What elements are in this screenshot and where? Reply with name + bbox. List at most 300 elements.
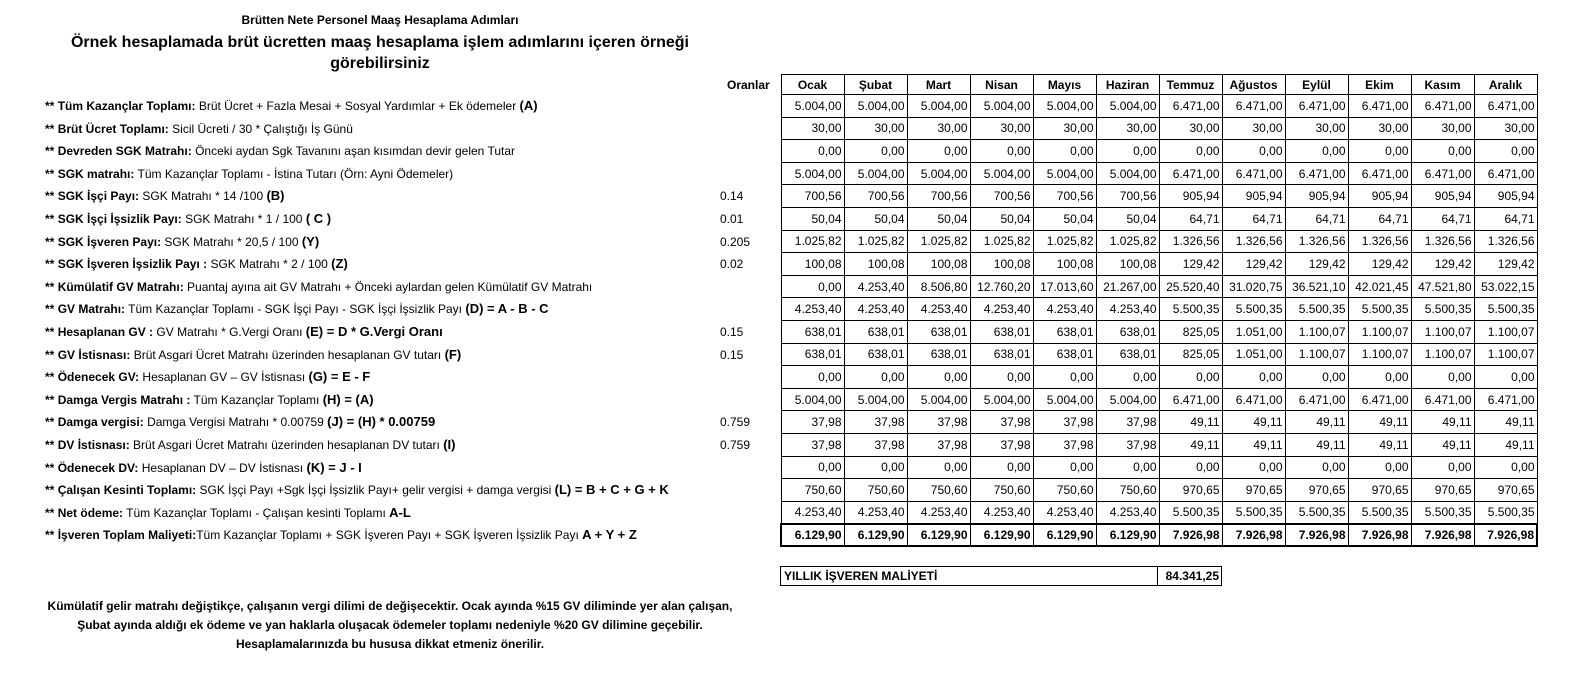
row-label: [45, 140, 715, 162]
table-cell: 970,65: [1159, 479, 1222, 502]
row-formula: (L) = B + C + G + K: [554, 482, 669, 498]
row-label: [45, 118, 715, 140]
annual-employer-cost-value: 84.341,25: [1157, 567, 1222, 585]
table-cell: 4.253,40: [907, 501, 970, 524]
table-cell: 638,01: [844, 320, 907, 343]
table-cell: 36.521,10: [1285, 275, 1348, 298]
table-cell: 5.004,00: [970, 162, 1033, 185]
row-rate: 0.759: [720, 438, 751, 452]
table-cell: 100,08: [1033, 253, 1096, 276]
table-cell: 6.471,00: [1159, 388, 1222, 411]
table-cell: 0,00: [1474, 366, 1537, 389]
row-formula: (Y): [301, 233, 320, 249]
table-cell: 4.253,40: [781, 298, 844, 321]
table-cell: 638,01: [1033, 343, 1096, 366]
table-cell: 1.326,56: [1159, 230, 1222, 253]
row-label: [45, 434, 715, 456]
table-cell: 1.326,56: [1474, 230, 1537, 253]
table-cell: 638,01: [907, 320, 970, 343]
month-header: Aralık: [1474, 75, 1537, 95]
row-prefix: **: [45, 257, 58, 272]
table-cell: 5.004,00: [1096, 388, 1159, 411]
table-cell: 0,00: [1159, 366, 1222, 389]
table-cell: 50,04: [844, 207, 907, 230]
table-cell: 37,98: [1096, 433, 1159, 456]
table-cell: 5.004,00: [781, 95, 844, 118]
table-cell: 5.500,35: [1285, 501, 1348, 524]
row-label: [45, 502, 715, 524]
table-cell: 905,94: [1348, 185, 1411, 208]
table-cell: 970,65: [1474, 479, 1537, 502]
table-cell: 0,00: [1348, 456, 1411, 479]
table-cell: 0,00: [1222, 366, 1285, 389]
row-desc: Damga Vergisi Matrahı * 0.00759: [143, 415, 328, 430]
row-prefix: **: [45, 144, 58, 159]
table-cell: 49,11: [1411, 433, 1474, 456]
table-cell: 129,42: [1411, 253, 1474, 276]
table-cell: 7.926,98: [1411, 524, 1474, 547]
row-desc: SGK Matrahı * 2 / 100: [207, 257, 332, 272]
row-label: [45, 276, 715, 298]
row-desc: Hesaplanan DV – DV İstisnası: [138, 460, 307, 475]
table-cell: 1.025,82: [781, 230, 844, 253]
table-cell: 50,04: [907, 207, 970, 230]
table-cell: 37,98: [970, 411, 1033, 434]
row-rate: [720, 118, 770, 140]
table-cell: 638,01: [970, 343, 1033, 366]
table-cell: 42.021,45: [1348, 275, 1411, 298]
month-header: Mayıs: [1033, 75, 1096, 95]
table-cell: 4.253,40: [844, 298, 907, 321]
table-cell: 6.129,90: [970, 524, 1033, 547]
table-cell: 37,98: [781, 411, 844, 434]
row-label: [45, 163, 715, 185]
table-row: [781, 207, 1537, 230]
table-cell: 4.253,40: [907, 298, 970, 321]
table-row: [781, 501, 1537, 524]
table-cell: 0,00: [781, 275, 844, 298]
table-row: [781, 433, 1537, 456]
table-row: [781, 343, 1537, 366]
table-cell: 30,00: [1285, 117, 1348, 140]
table-row: [781, 366, 1537, 389]
table-cell: 0,00: [1411, 366, 1474, 389]
table-cell: 1.025,82: [1096, 230, 1159, 253]
row-prefix: **: [45, 99, 58, 113]
row-term: Net ödeme:: [57, 505, 124, 520]
table-cell: 700,56: [1096, 185, 1159, 208]
table-cell: 6.471,00: [1159, 162, 1222, 185]
table-cell: 5.500,35: [1159, 501, 1222, 524]
row-desc: Tüm Kazançlar Toplamı - Çalışan kesinti Toplamı: [123, 505, 390, 520]
row-rate: 0.205: [720, 234, 751, 249]
table-cell: 5.500,35: [1159, 298, 1222, 321]
page-title: Brütten Nete Personel Maaş Hesaplama Adımları: [241, 13, 519, 27]
table-cell: 750,60: [907, 479, 970, 502]
row-rate: [720, 276, 770, 298]
row-label: [45, 344, 715, 366]
row-label: [45, 366, 715, 388]
table-cell: 129,42: [1348, 253, 1411, 276]
table-cell: 129,42: [1222, 253, 1285, 276]
row-label: [45, 185, 715, 207]
table-row: [781, 185, 1537, 208]
table-cell: 30,00: [1159, 117, 1222, 140]
table-cell: 0,00: [781, 366, 844, 389]
table-cell: 5.004,00: [1033, 388, 1096, 411]
row-term: Çalışan Kesinti Toplamı:: [57, 483, 197, 498]
table-cell: 4.253,40: [1033, 501, 1096, 524]
table-cell: 5.500,35: [1474, 298, 1537, 321]
table-cell: 64,71: [1474, 207, 1537, 230]
row-prefix: **: [45, 234, 58, 249]
row-term: Hesaplanan GV :: [57, 325, 154, 339]
table-cell: 6.471,00: [1222, 95, 1285, 118]
table-cell: 1.326,56: [1348, 230, 1411, 253]
table-row: [781, 524, 1537, 547]
table-cell: 8.506,80: [907, 275, 970, 298]
table-cell: 5.500,35: [1285, 298, 1348, 321]
row-desc: Hesaplanan GV – GV İstisnası: [139, 370, 309, 385]
table-cell: 100,08: [1096, 253, 1159, 276]
row-desc: SGK Matrahı * 14 /100: [139, 189, 267, 204]
row-term: GV Matrahı:: [57, 302, 126, 317]
row-label: [45, 231, 715, 253]
row-prefix: **: [45, 392, 58, 407]
table-cell: 37,98: [844, 433, 907, 456]
table-cell: 0,00: [781, 140, 844, 163]
table-cell: 6.129,90: [1096, 524, 1159, 547]
table-cell: 64,71: [1285, 207, 1348, 230]
table-cell: 37,98: [907, 411, 970, 434]
table-cell: 0,00: [1159, 456, 1222, 479]
table-cell: 4.253,40: [1096, 501, 1159, 524]
table-cell: 638,01: [1033, 320, 1096, 343]
table-cell: 0,00: [1222, 456, 1285, 479]
row-prefix: **: [45, 505, 58, 520]
row-rate: [720, 95, 770, 117]
table-cell: 21.267,00: [1096, 275, 1159, 298]
table-row: [781, 162, 1537, 185]
row-rate: [720, 389, 770, 411]
table-cell: 7.926,98: [1474, 524, 1537, 547]
table-row: [781, 230, 1537, 253]
table-cell: 0,00: [1096, 366, 1159, 389]
row-prefix: **: [45, 279, 58, 294]
row-rate: [720, 479, 770, 501]
table-cell: 0,00: [1474, 456, 1537, 479]
month-header: Eylül: [1285, 75, 1348, 95]
row-formula: (A): [519, 98, 538, 113]
table-cell: 4.253,40: [844, 275, 907, 298]
row-prefix: **: [45, 325, 58, 339]
payroll-table: [780, 74, 1538, 547]
table-cell: 638,01: [1096, 343, 1159, 366]
table-cell: 905,94: [1285, 185, 1348, 208]
row-term: Devreden SGK Matrahı:: [57, 144, 192, 159]
table-cell: 5.004,00: [1033, 162, 1096, 185]
table-cell: 5.004,00: [1033, 95, 1096, 118]
table-cell: 7.926,98: [1348, 524, 1411, 547]
row-desc: SGK Matrahı * 20,5 / 100: [161, 234, 302, 249]
table-cell: 700,56: [844, 185, 907, 208]
row-prefix: **: [45, 121, 58, 136]
table-cell: 30,00: [1096, 117, 1159, 140]
table-cell: 1.051,00: [1222, 320, 1285, 343]
rates-header: Oranlar: [727, 78, 770, 92]
table-cell: 0,00: [1033, 366, 1096, 389]
table-cell: 6.129,90: [907, 524, 970, 547]
table-cell: 4.253,40: [1033, 298, 1096, 321]
table-cell: 825,05: [1159, 320, 1222, 343]
table-cell: 5.500,35: [1222, 501, 1285, 524]
row-label: [45, 524, 715, 546]
table-cell: 6.471,00: [1411, 95, 1474, 118]
table-cell: 37,98: [1096, 411, 1159, 434]
row-label: [45, 411, 715, 433]
table-cell: 638,01: [907, 343, 970, 366]
annual-employer-cost-label: YILLIK İŞVEREN MALİYETİ: [784, 569, 938, 583]
row-formula: (J) = (H) * 0.00759: [327, 414, 436, 430]
table-cell: 49,11: [1159, 411, 1222, 434]
row-prefix: **: [45, 370, 58, 385]
table-cell: 50,04: [1033, 207, 1096, 230]
table-cell: 5.004,00: [907, 388, 970, 411]
table-cell: 0,00: [1222, 140, 1285, 163]
table-row: [781, 140, 1537, 163]
table-cell: 129,42: [1159, 253, 1222, 276]
table-cell: 700,56: [781, 185, 844, 208]
row-term: İşveren Toplam Maliyeti:: [57, 528, 197, 543]
row-desc: Tüm Kazançlar Toplamı - İstina Tutarı (Örn: Ayni Ödemeler): [134, 166, 454, 181]
payroll-table-body: [781, 95, 1537, 547]
month-header: Nisan: [970, 75, 1033, 95]
table-cell: 638,01: [781, 343, 844, 366]
table-cell: 6.471,00: [1348, 388, 1411, 411]
table-cell: 5.004,00: [781, 162, 844, 185]
row-prefix: **: [45, 415, 58, 430]
row-formula: (Z): [331, 256, 348, 272]
table-cell: 7.926,98: [1222, 524, 1285, 547]
table-cell: 1.100,07: [1411, 320, 1474, 343]
row-desc: Brüt Asgari Ücret Matrahı üzerinden hesaplanan DV tutarı: [129, 438, 444, 452]
row-prefix: **: [45, 460, 58, 475]
row-desc: GV Matrahı * G.Vergi Oranı: [153, 325, 306, 339]
table-cell: 638,01: [1096, 320, 1159, 343]
table-cell: 4.253,40: [1096, 298, 1159, 321]
table-cell: 64,71: [1348, 207, 1411, 230]
table-cell: 49,11: [1159, 433, 1222, 456]
table-cell: 17.013,60: [1033, 275, 1096, 298]
row-term: Kümülatif GV Matrahı:: [57, 279, 184, 294]
table-cell: 0,00: [970, 456, 1033, 479]
table-cell: 7.926,98: [1159, 524, 1222, 547]
row-desc: Puantaj ayına ait GV Matrahı + Önceki aylardan gelen Kümülatif GV Matrahı: [183, 279, 593, 294]
table-cell: 1.100,07: [1411, 343, 1474, 366]
table-cell: 37,98: [844, 411, 907, 434]
table-cell: 30,00: [1033, 117, 1096, 140]
table-row: [781, 479, 1537, 502]
table-cell: 49,11: [1348, 433, 1411, 456]
table-cell: 1.025,82: [970, 230, 1033, 253]
table-cell: 0,00: [844, 456, 907, 479]
table-cell: 37,98: [907, 433, 970, 456]
month-header: Mart: [907, 75, 970, 95]
table-cell: 6.471,00: [1285, 162, 1348, 185]
table-cell: 5.004,00: [970, 95, 1033, 118]
table-cell: 6.471,00: [1348, 162, 1411, 185]
table-cell: 700,56: [907, 185, 970, 208]
table-cell: 1.100,07: [1285, 343, 1348, 366]
table-cell: 49,11: [1474, 433, 1537, 456]
table-row: [781, 320, 1537, 343]
page-subtitle: Örnek hesaplamada brüt ücretten maaş hesaplama işlem adımlarını içeren örneği görebilirsiniz: [70, 34, 689, 72]
table-cell: 6.471,00: [1285, 95, 1348, 118]
row-formula: A-L: [389, 504, 411, 520]
row-label: [45, 389, 715, 411]
table-cell: 0,00: [1159, 140, 1222, 163]
row-term: Damga Vergis Matrahı :: [57, 392, 191, 407]
table-cell: 37,98: [781, 433, 844, 456]
table-cell: 700,56: [1033, 185, 1096, 208]
table-cell: 5.500,35: [1222, 298, 1285, 321]
table-row: [781, 388, 1537, 411]
row-prefix: **: [45, 166, 58, 181]
table-cell: 750,60: [970, 479, 1033, 502]
row-label: [45, 208, 715, 230]
table-cell: 905,94: [1222, 185, 1285, 208]
table-cell: 0,00: [781, 456, 844, 479]
table-cell: 30,00: [1222, 117, 1285, 140]
table-cell: 5.004,00: [907, 95, 970, 118]
cumulative-tax-note: Kümülatif gelir matrahı değiştikçe, çalışanın vergi dilimi de değişecektir. Ocak ayında %15 GV diliminde yer alan çalışan, Şubat ayında aldığı ek ödeme ve yan haklarla oluşacak ödemeler toplamı nedeniyle %20 GV dilimine geçebilir. Hesaplamalarınızda bu hususa dikkat etmeniz önerilir.: [47, 599, 733, 651]
table-cell: 5.004,00: [970, 388, 1033, 411]
table-cell: 5.500,35: [1348, 501, 1411, 524]
table-cell: 49,11: [1411, 411, 1474, 434]
row-formula: (G) = E - F: [308, 369, 371, 385]
table-cell: 6.471,00: [1348, 95, 1411, 118]
row-term: SGK matrahı:: [57, 166, 135, 181]
table-cell: 0,00: [907, 366, 970, 389]
row-formula: ( C ): [305, 211, 332, 226]
table-cell: 6.471,00: [1474, 388, 1537, 411]
table-cell: 100,08: [907, 253, 970, 276]
table-row: [781, 117, 1537, 140]
row-formula: (B): [266, 188, 285, 204]
month-header: Ocak: [781, 75, 844, 95]
table-cell: 30,00: [907, 117, 970, 140]
table-cell: 7.926,98: [1285, 524, 1348, 547]
table-cell: 64,71: [1159, 207, 1222, 230]
row-formula: (H) = (A): [322, 391, 374, 407]
row-desc: Tüm Kazançlar Toplamı: [190, 392, 323, 407]
row-term: Ödenecek DV:: [57, 460, 139, 475]
table-cell: 4.253,40: [970, 501, 1033, 524]
row-rate: 0.15: [720, 325, 744, 339]
month-header: Ekim: [1348, 75, 1411, 95]
row-desc: Önceki aydan Sgk Tavanını aşan kısımdan devir gelen Tutar: [191, 144, 516, 159]
table-cell: 64,71: [1222, 207, 1285, 230]
table-cell: 6.129,90: [844, 524, 907, 547]
table-cell: 5.004,00: [1096, 95, 1159, 118]
table-cell: 5.004,00: [844, 162, 907, 185]
row-desc: Brüt Asgari Ücret Matrahı üzerinden hesaplanan GV tutarı: [130, 347, 445, 362]
table-cell: 6.471,00: [1411, 388, 1474, 411]
table-cell: 6.471,00: [1285, 388, 1348, 411]
row-prefix: **: [45, 189, 58, 204]
month-header: Temmuz: [1159, 75, 1222, 95]
table-row: [781, 298, 1537, 321]
table-cell: 750,60: [781, 479, 844, 502]
row-rate: 0.01: [720, 212, 744, 226]
table-cell: 0,00: [844, 366, 907, 389]
table-cell: 638,01: [970, 320, 1033, 343]
row-desc: SGK İşçi Payı +Sgk İşçi İşsizlik Payı+ gelir vergisi + damga vergisi: [196, 483, 555, 498]
table-cell: 100,08: [844, 253, 907, 276]
table-cell: 5.004,00: [781, 388, 844, 411]
table-cell: 6.471,00: [1159, 95, 1222, 118]
row-formula: (E) = D * G.Vergi Oranı: [305, 324, 443, 339]
row-term: Damga vergisi:: [57, 415, 144, 430]
table-cell: 0,00: [1033, 456, 1096, 479]
table-cell: 30,00: [970, 117, 1033, 140]
table-cell: 30,00: [1474, 117, 1537, 140]
table-cell: 0,00: [1285, 456, 1348, 479]
month-header-row: [781, 75, 1537, 95]
table-cell: 129,42: [1474, 253, 1537, 276]
table-cell: 47.521,80: [1411, 275, 1474, 298]
table-cell: 37,98: [1033, 433, 1096, 456]
table-cell: 0,00: [1096, 456, 1159, 479]
table-cell: 1.051,00: [1222, 343, 1285, 366]
row-term: Brüt Ücret Toplamı:: [57, 121, 169, 136]
row-term: SGK İşçi İşsizlik Payı:: [57, 212, 182, 226]
month-header: Kasım: [1411, 75, 1474, 95]
table-cell: 0,00: [1285, 140, 1348, 163]
row-term: DV İstisnası:: [57, 438, 130, 452]
row-formula: (F): [444, 346, 462, 362]
row-label: [45, 321, 715, 343]
table-cell: 0,00: [970, 140, 1033, 163]
table-cell: 6.471,00: [1474, 95, 1537, 118]
table-cell: 4.253,40: [781, 501, 844, 524]
table-cell: 905,94: [1411, 185, 1474, 208]
row-prefix: **: [45, 438, 58, 452]
row-rate: [720, 457, 770, 479]
table-cell: 0,00: [1348, 366, 1411, 389]
row-formula: A + Y + Z: [582, 527, 637, 543]
table-cell: 50,04: [970, 207, 1033, 230]
table-cell: 49,11: [1285, 433, 1348, 456]
table-cell: 50,04: [1096, 207, 1159, 230]
table-cell: 37,98: [1033, 411, 1096, 434]
row-rate: [720, 366, 770, 388]
table-cell: 4.253,40: [970, 298, 1033, 321]
table-cell: 31.020,75: [1222, 275, 1285, 298]
table-cell: 1.025,82: [844, 230, 907, 253]
annual-employer-cost-box: [780, 566, 1222, 586]
table-cell: 6.129,90: [781, 524, 844, 547]
table-cell: 1.100,07: [1348, 343, 1411, 366]
table-cell: 6.129,90: [1033, 524, 1096, 547]
table-cell: 1.100,07: [1474, 320, 1537, 343]
table-cell: 700,56: [970, 185, 1033, 208]
table-cell: 5.004,00: [844, 95, 907, 118]
row-term: GV İstisnası:: [57, 347, 131, 362]
table-cell: 825,05: [1159, 343, 1222, 366]
table-cell: 1.025,82: [1033, 230, 1096, 253]
table-cell: 1.326,56: [1411, 230, 1474, 253]
